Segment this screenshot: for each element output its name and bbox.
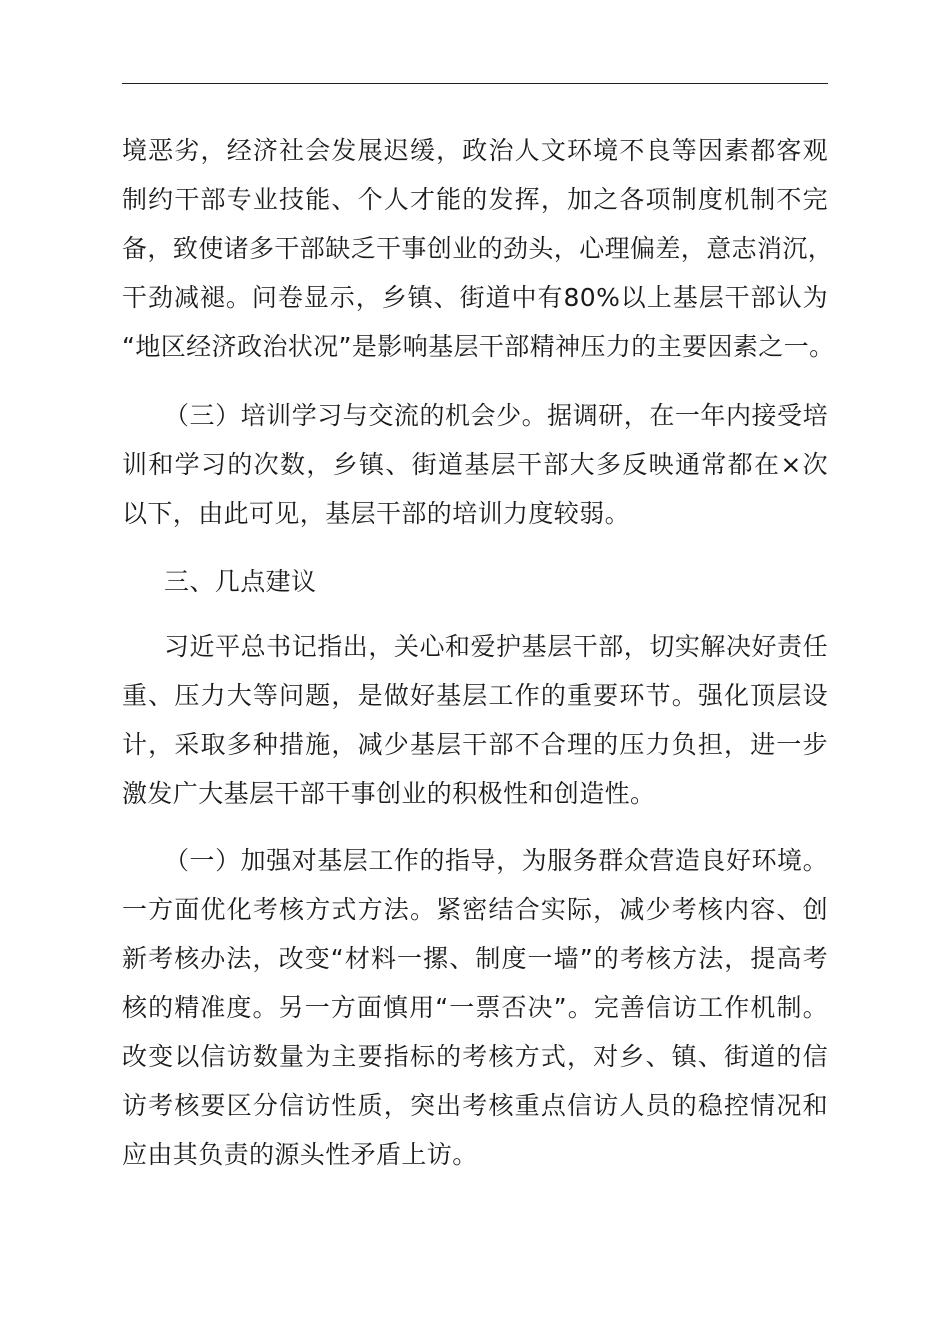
- header-rule: [122, 83, 828, 84]
- paragraph-environment-factors: [122, 126, 835, 371]
- paragraph-line: 访考核要区分信访性质，突出考核重点信访人员的稳控情况和: [122, 1091, 828, 1120]
- paragraph-line: （一）加强对基层工作的指导，为服务群众营造良好环境。: [164, 846, 828, 875]
- paragraph-line: 新考核办法，改变“材料一摞、制度一墙”的考核方法，提高考: [122, 944, 828, 973]
- paragraph-line: 训和学习的次数，乡镇、街道基层干部大多反映通常都在×次: [122, 450, 828, 479]
- paragraph-strengthen-guidance: [122, 836, 828, 1179]
- paragraph-line: “地区经济政治状况”是影响基层干部精神压力的主要因素之一。: [122, 332, 835, 361]
- paragraph-line: 习近平总书记指出，关心和爱护基层干部，切实解决好责任: [164, 632, 828, 661]
- paragraph-line: 核的精准度。另一方面慎用“一票否决”。完善信访工作机制。: [122, 993, 828, 1022]
- paragraph-line: 干劲减褪。问卷显示，乡镇、街道中有80%以上基层干部认为: [122, 283, 828, 312]
- paragraph-line: 制约干部专业技能、个人才能的发挥，加之各项制度机制不完: [122, 185, 828, 214]
- paragraph-line: 境恶劣，经济社会发展迟缓，政治人文环境不良等因素都客观: [122, 136, 828, 165]
- paragraph-line: 激发广大基层干部干事创业的积极性和创造性。: [122, 779, 656, 808]
- paragraph-line: 改变以信访数量为主要指标的考核方式，对乡、镇、街道的信: [122, 1042, 828, 1071]
- paragraph-line: 备，致使诸多干部缺乏干事创业的劲头，心理偏差，意志消沉，: [122, 234, 834, 263]
- section-heading-suggestions: [122, 557, 828, 606]
- paragraph-line: 一方面优化考核方式方法。紧密结合实际，减少考核内容、创: [122, 895, 828, 924]
- paragraph-line: 应由其负责的源头性矛盾上访。: [122, 1140, 478, 1169]
- paragraph-training-opportunities: [122, 391, 828, 538]
- paragraph-line: 以下，由此可见，基层干部的培训力度较弱。: [122, 499, 631, 528]
- section-heading: 三、几点建议: [164, 567, 317, 596]
- paragraph-line: （三）培训学习与交流的机会少。据调研，在一年内接受培: [164, 401, 828, 430]
- paragraph-general-secretary-quote: [122, 622, 828, 818]
- paragraph-line: 重、压力大等问题，是做好基层工作的重要环节。强化顶层设: [122, 681, 828, 710]
- paragraph-line: 计，采取多种措施，减少基层干部不合理的压力负担，进一步: [122, 730, 828, 759]
